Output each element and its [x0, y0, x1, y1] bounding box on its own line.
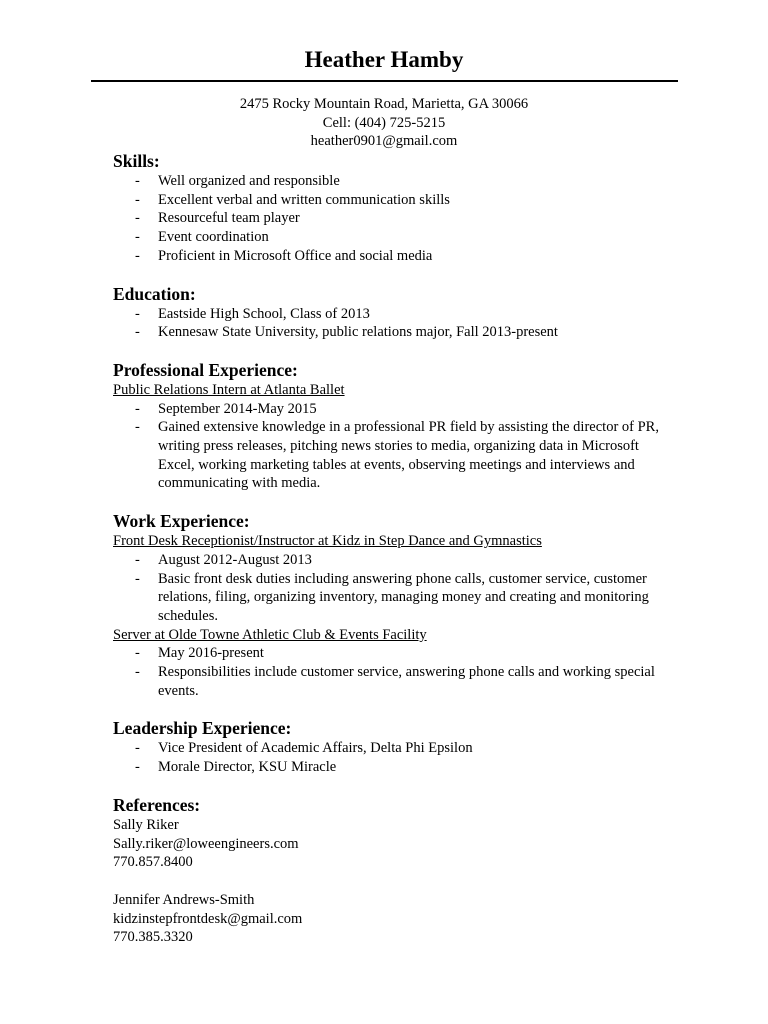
dash-bullet: - [135, 664, 140, 681]
list-item [113, 758, 673, 777]
list-item [113, 663, 673, 700]
list-item-text: August 2012-August 2013 [158, 551, 312, 568]
list-item-text: May 2016-present [158, 645, 264, 662]
list-item-text: Gained extensive knowledge in a professional PR field by assisting the director of PR, writing press releases, pitching news stories to media, organizing data in Microsoft Excel, working marketing tables at events, observing meetings and interviews and communicating with media. [158, 419, 659, 492]
dash-bullet: - [135, 229, 140, 246]
job-title: Front Desk Receptionist/Instructor at Kidz in Step Dance and Gymnastics [113, 533, 542, 550]
dash-bullet: - [135, 400, 140, 417]
list-item [113, 247, 673, 266]
list-item-text: Resourceful team player [158, 210, 300, 227]
leadership-section [113, 717, 673, 776]
list-item-text: Kennesaw State University, public relations major, Fall 2013-present [158, 324, 558, 341]
dash-bullet: - [135, 324, 140, 341]
professional-section [113, 359, 673, 493]
skills-title: Skills: [113, 151, 160, 171]
list-item [113, 172, 673, 191]
list-item-text: Responsibilities include customer service, answering phone calls and working special events. [158, 664, 655, 699]
list-item [113, 644, 673, 663]
list-item-text: Event coordination [158, 229, 269, 246]
list-item [113, 209, 673, 228]
list-item [113, 228, 673, 247]
list-item [113, 739, 673, 758]
list-item [113, 400, 673, 419]
contact-block [0, 95, 768, 151]
list-item-text: Excellent verbal and written communication skills [158, 191, 450, 208]
list-item [113, 323, 673, 342]
dash-bullet: - [135, 210, 140, 227]
job-title: Server at Olde Towne Athletic Club & Events Facility [113, 626, 427, 643]
list-item [113, 418, 673, 493]
list-item-text: Morale Director, KSU Miracle [158, 759, 337, 776]
dash-bullet: - [135, 173, 140, 189]
reference-email: kidzinstepfrontdesk@gmail.com [113, 910, 303, 927]
email: heather0901@gmail.com [310, 133, 458, 150]
education-section [113, 283, 673, 342]
work-list [113, 551, 673, 626]
list-item-text: Eastside High School, Class of 2013 [158, 305, 370, 322]
resume-name: Heather Hamby [304, 47, 464, 72]
reference-email: Sally.riker@loweengineers.com [113, 835, 299, 852]
list-item [113, 191, 673, 210]
leadership-title: Leadership Experience: [113, 718, 292, 739]
skills-list [113, 172, 673, 266]
list-item-text: Basic front desk duties including answering phone calls, customer service, customer relations, filing, organizing inventory, managing money and creating and monitoring schedules. [158, 570, 649, 624]
dash-bullet: - [135, 551, 140, 568]
dash-bullet: - [135, 740, 140, 757]
references-section [113, 794, 673, 947]
reference-phone: 770.385.3320 [113, 929, 193, 946]
dash-bullet: - [135, 247, 140, 264]
professional-title: Professional Experience: [113, 359, 298, 380]
address: 2475 Rocky Mountain Road, Marietta, GA 30066 [239, 96, 529, 112]
references-title: References: [113, 794, 201, 815]
header-divider [91, 80, 678, 82]
work-section [113, 510, 673, 700]
list-item [113, 305, 673, 324]
reference-phone: 770.857.8400 [113, 854, 193, 871]
list-item [113, 551, 673, 570]
work-list [113, 644, 673, 700]
dash-bullet: - [135, 759, 140, 776]
resume-body [113, 150, 673, 947]
education-title: Education: [113, 283, 196, 304]
list-item-text: September 2014-May 2015 [158, 400, 317, 417]
dash-bullet: - [135, 645, 140, 662]
leadership-list [113, 739, 673, 776]
reference-name: Sally Riker [113, 816, 179, 833]
list-item-text: Vice President of Academic Affairs, Delta Phi Epsilon [158, 740, 473, 757]
dash-bullet: - [135, 570, 140, 587]
cell-phone: Cell: (404) 725-5215 [322, 114, 446, 131]
education-list [113, 305, 673, 342]
list-item-text: Proficient in Microsoft Office and social media [158, 247, 433, 264]
work-title: Work Experience: [113, 511, 250, 532]
list-item-text: Well organized and responsible [158, 173, 340, 189]
dash-bullet: - [135, 191, 140, 208]
dash-bullet: - [135, 419, 140, 436]
list-item [113, 570, 673, 626]
reference-spacer [113, 872, 673, 891]
skills-section [113, 150, 673, 266]
job-title: Public Relations Intern at Atlanta Ballet [113, 381, 345, 398]
dash-bullet: - [135, 305, 140, 322]
professional-list [113, 400, 673, 494]
reference-name: Jennifer Andrews-Smith [113, 891, 255, 908]
